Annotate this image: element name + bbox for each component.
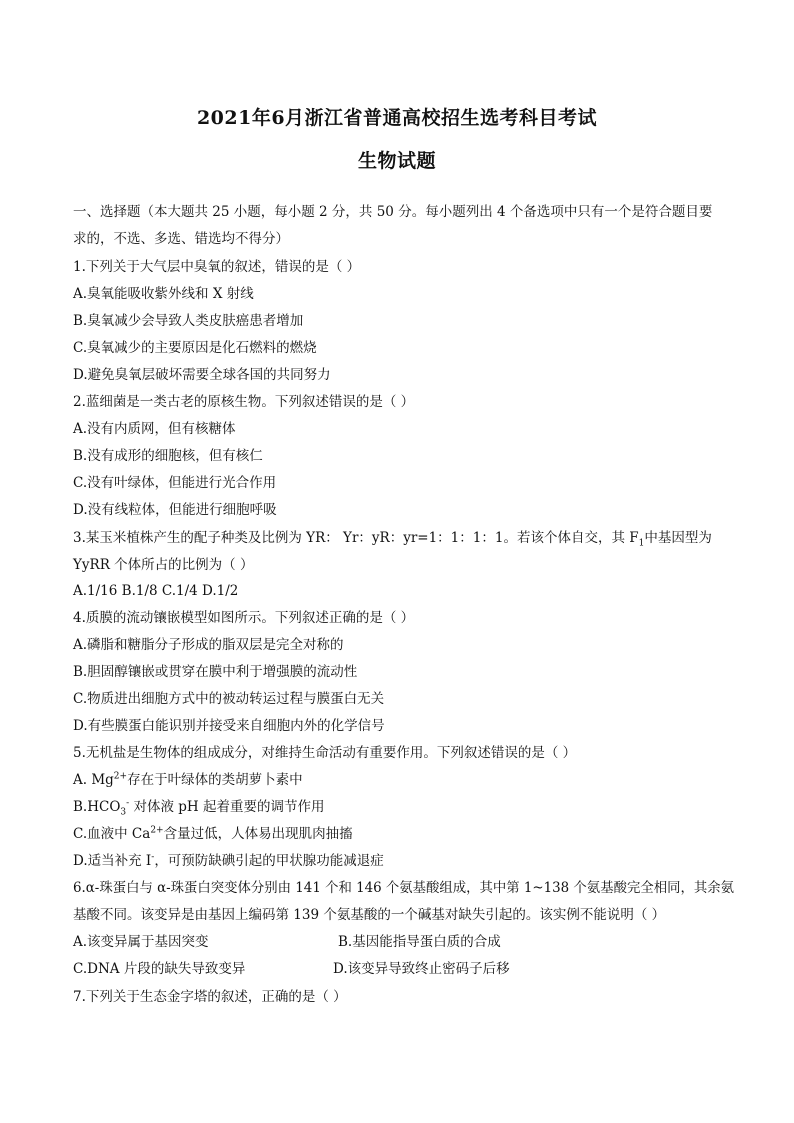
section-instructions-line-1: 一、选择题（本大题共 25 小题，每小题 2 分，共 50 分。每小题列出 4 个备选项中只有一个是符合题目要 <box>73 204 713 220</box>
q5b-superscript: - <box>126 798 130 809</box>
question-1-option-d: D.避免臭氧层破坏需要全球各国的共同努力 <box>73 367 331 383</box>
q5c-text: C.血液中 Ca <box>73 826 151 842</box>
question-3-subscript: 1 <box>638 538 645 549</box>
q5a-tail: 存在于叶绿体的类胡萝卜素中 <box>127 772 303 788</box>
question-6-option-d: D.该变异导致终止密码子后移 <box>333 961 510 977</box>
section-instructions-line-2: 求的，不选、多选、错选均不得分） <box>73 231 289 247</box>
question-5-option-b <box>73 798 324 816</box>
question-3-stem-tail: 中基因型为 <box>644 530 712 546</box>
question-5-option-c <box>73 825 353 843</box>
q5d-tail: ，可预防缺碘引起的甲状腺功能减退症 <box>154 853 384 869</box>
question-2-stem: 2.蓝细菌是一类古老的原核生物。下列叙述错误的是（ ） <box>73 394 415 410</box>
q5c-superscript: 2+ <box>150 825 164 836</box>
q5a-text: A. Mg <box>73 772 114 788</box>
question-6-stem-line-2: 基酸不同。该变异是由基因上编码第 139 个氨基酸的一个碱基对缺失引起的。该实例不能说明（ ） <box>73 907 666 923</box>
question-2-option-b: B.没有成形的细胞核，但有核仁 <box>73 448 263 464</box>
question-7-stem: 7.下列关于生态金字塔的叙述，正确的是（ ） <box>73 989 347 1005</box>
question-6-option-b: B.基因能指导蛋白质的合成 <box>338 934 501 950</box>
question-4-stem: 4.质膜的流动镶嵌模型如图所示。下列叙述正确的是（ ） <box>73 610 415 626</box>
q5c-tail: 含量过低，人体易出现肌肉抽搐 <box>163 826 353 842</box>
question-5-option-a <box>73 771 303 789</box>
question-4-option-a: A.磷脂和糖脂分子形成的脂双层是完全对称的 <box>73 637 344 653</box>
question-1-option-a: A.臭氧能吸收紫外线和 X 射线 <box>73 286 254 302</box>
question-5-option-d <box>73 852 384 870</box>
question-2-option-a: A.没有内质网，但有核糖体 <box>73 421 236 437</box>
question-3-stem-line-2: YyRR 个体所占的比例为（ ） <box>73 557 254 573</box>
q5d-text: D.适当补充 I <box>73 853 152 869</box>
question-6-stem-line-1: 6.α-珠蛋白与 α-珠蛋白突变体分别由 141 个和 146 个氨基酸组成，其中第 1~138 个氨基酸完全相同，其余氨 <box>73 880 734 896</box>
question-6-option-a: A.该变异属于基因突变 <box>73 934 209 950</box>
question-1-option-c: C.臭氧减少的主要原因是化石燃料的燃烧 <box>73 340 317 356</box>
question-6-option-c: C.DNA 片段的缺失导致变异 <box>73 961 246 977</box>
page-title: 2021年6月浙江省普通高校招生选考科目考试 <box>196 107 598 129</box>
q5b-subscript: 3 <box>120 807 127 818</box>
page-subtitle: 生物试题 <box>357 150 436 172</box>
question-3-stem-text: 3.某玉米植株产生的配子种类及比例为 YR： Yr：yR：yr=1：1：1：1。若该个体自交，其 F <box>73 530 639 546</box>
question-1-stem: 1.下列关于大气层中臭氧的叙述，错误的是（ ） <box>73 259 361 275</box>
question-2-option-d: D.没有线粒体，但能进行细胞呼吸 <box>73 502 277 518</box>
q5d-superscript: - <box>151 852 155 863</box>
question-4-option-b: B.胆固醇镶嵌或贯穿在膜中利于增强膜的流动性 <box>73 664 358 680</box>
question-5-stem: 5.无机盐是生物体的组成成分，对维持生命活动有重要作用。下列叙述错误的是（ ） <box>73 745 577 761</box>
question-1-option-b: B.臭氧减少会导致人类皮肤癌患者增加 <box>73 313 304 329</box>
q5b-text: B.HCO <box>73 799 121 815</box>
question-3-stem <box>73 529 712 547</box>
q5a-superscript: 2+ <box>113 771 128 782</box>
question-4-option-c: C.物质进出细胞方式中的被动转运过程与膜蛋白无关 <box>73 691 385 707</box>
q5b-tail: 对体液 pH 起着重要的调节作用 <box>129 799 325 815</box>
question-4-option-d: D.有些膜蛋白能识别并接受来自细胞内外的化学信号 <box>73 718 385 734</box>
question-2-option-c: C.没有叶绿体，但能进行光合作用 <box>73 475 277 491</box>
question-3-options: A.1/16 B.1/8 C.1/4 D.1/2 <box>73 583 239 599</box>
